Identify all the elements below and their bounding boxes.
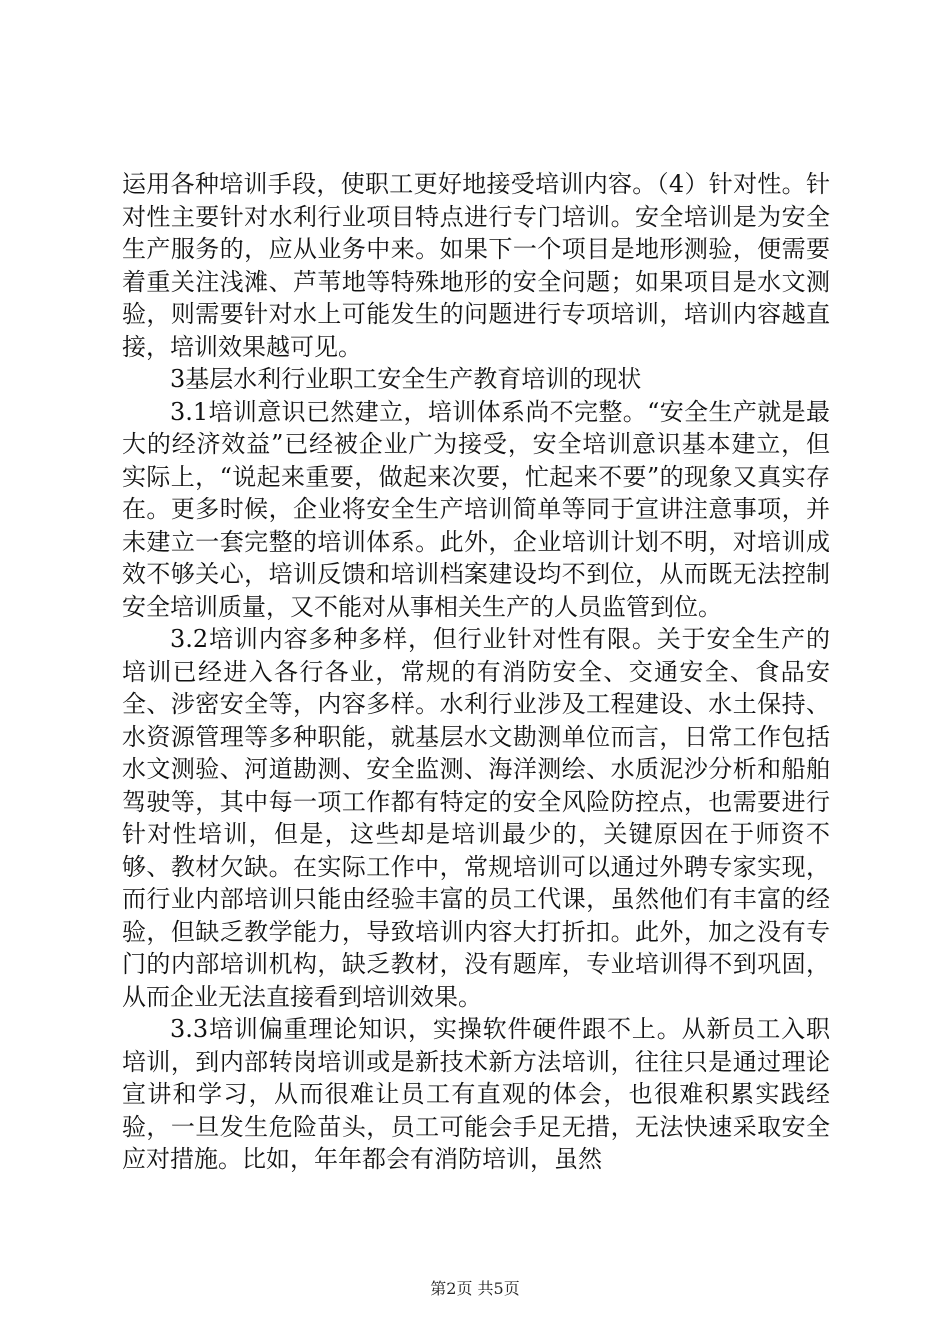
document-body bbox=[122, 168, 830, 1176]
paragraph-3-3: 3.3培训偏重理论知识，实操软件硬件跟不上。从新员工入职培训，到内部转岗培训或是新技术新方法培训，往往只是通过理论宣讲和学习，从而很难让员工有直观的体会，也很难积累实践经验，一旦发生危险苗头，员工可能会手足无措，无法快速采取安全应对措施。比如，年年都会有消防培训，虽然 bbox=[122, 1015, 830, 1173]
paragraph-3-2: 3.2培训内容多种多样，但行业针对性有限。关于安全生产的培训已经进入各行各业，常规的有消防安全、交通安全、食品安全、涉密安全等，内容多样。水利行业涉及工程建设、水土保持、水资源管理等多种职能，就基层水文勘测单位而言，日常工作包括水文测验、河道勘测、安全监测、海洋测绘、水质泥沙分析和船舶驾驶等，其中每一项工作都有特定的安全风险防控点，也需要进行针对性培训，但是，这些却是培训最少的，关键原因在于师资不够、教材欠缺。在实际工作中，常规培训可以通过外聘专家实现，而行业内部培训只能由经验丰富的员工代课，虽然他们有丰富的经验，但缺乏教学能力，导致培训内容大打折扣。此外，加之没有专门的内部培训机构，缺乏教材，没有题库，专业培训得不到巩固，从而企业无法直接看到培训效果。 bbox=[122, 625, 830, 1011]
section-heading-3: 3基层水利行业职工安全生产教育培训的现状 bbox=[170, 365, 642, 393]
page-footer bbox=[0, 1276, 950, 1299]
paragraph-1: 运用各种培训手段，使职工更好地接受培训内容。（4）针对性。针对性主要针对水利行业项目特点进行专门培训。安全培训是为安全生产服务的，应从业务中来。如果下一个项目是地形测验，便需要着重关注浅滩、芦苇地等特殊地形的安全问题；如果项目是水文测验，则需要针对水上可能发生的问题进行专项培训，培训内容越直接，培训效果越可见。 bbox=[122, 170, 830, 361]
page-number-label: 第2页 共5页 bbox=[430, 1279, 520, 1298]
paragraph-3-1: 3.1培训意识已然建立，培训体系尚不完整。“安全生产就是最大的经济效益”已经被企业广为接受，安全培训意识基本建立，但实际上，“说起来重要，做起来次要，忙起来不要”的现象又真实存在。更多时候，企业将安全生产培训简单等同于宣讲注意事项，并未建立一套完整的培训体系。此外，企业培训计划不明，对培训成效不够关心，培训反馈和培训档案建设均不到位，从而既无法控制安全培训质量，又不能对从事相关生产的人员监管到位。 bbox=[122, 397, 830, 621]
